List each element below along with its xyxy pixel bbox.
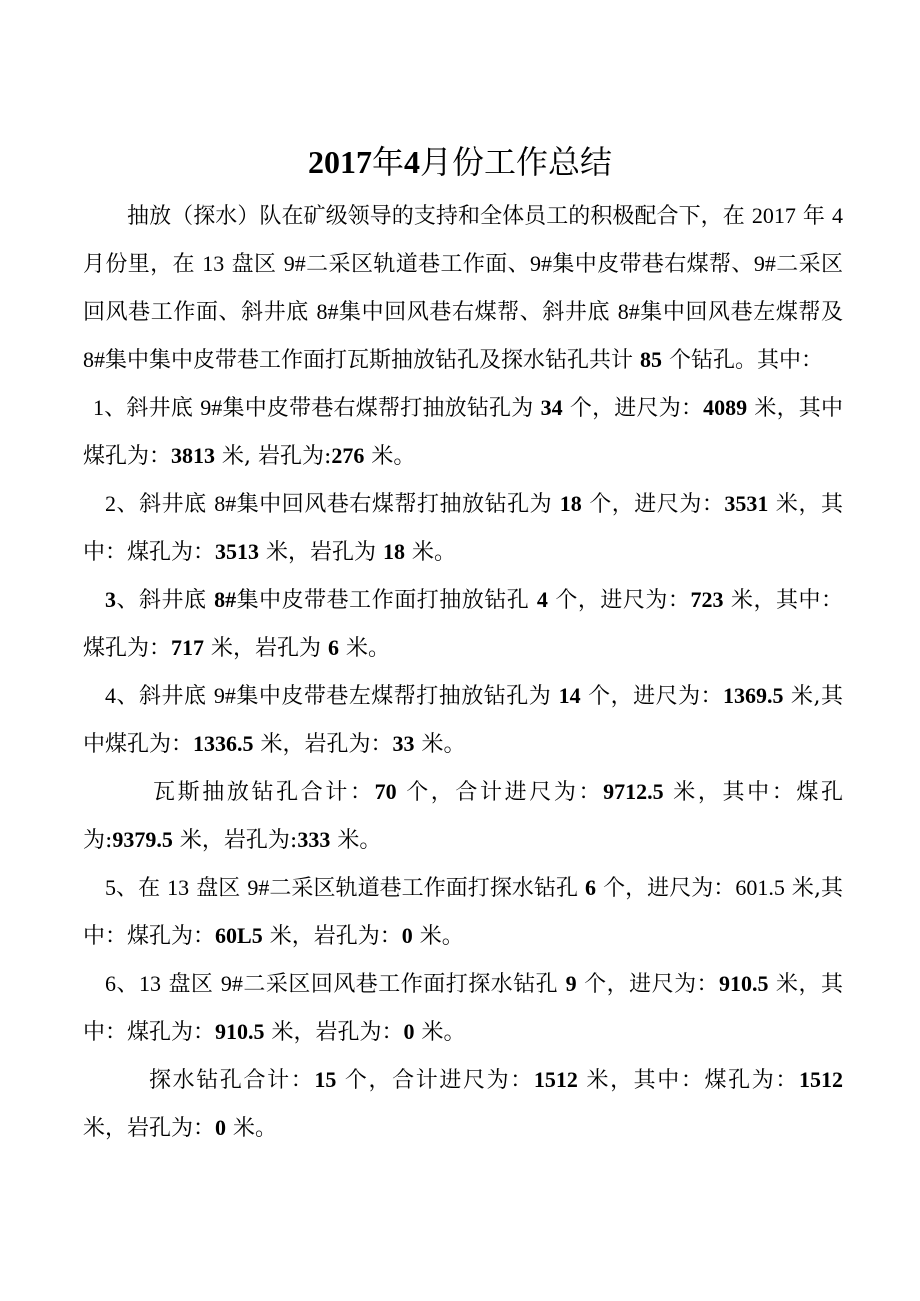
text-run: 盘区: [160, 972, 221, 997]
text-run: 、: [116, 972, 139, 997]
text-run: 米,其中：煤孔为：: [83, 876, 843, 949]
text-run: 二采区回风巷工作面打探水钻孔: [242, 972, 566, 997]
text-run: 个，合计进尺为：: [336, 1068, 534, 1093]
figure: 8#: [316, 299, 339, 324]
bold-figure: 4089: [703, 395, 748, 420]
bold-figure: 0: [215, 1115, 227, 1140]
bold-figure: 276: [331, 443, 365, 468]
text-run: 米。: [339, 636, 391, 661]
bold-figure: 70: [374, 779, 397, 804]
bold-figure: 14: [558, 683, 581, 708]
text-run: 、斜井底: [104, 396, 201, 421]
text-run: 年: [795, 204, 832, 229]
text-run: 月份里，在: [83, 252, 203, 277]
figure: 5: [105, 875, 116, 900]
figure: 9#: [753, 251, 776, 276]
figure: 9#: [200, 395, 223, 420]
text-run: 米，岩孔为：: [253, 732, 393, 757]
bold-figure: 3: [105, 587, 116, 612]
item-3-paragraph: [83, 576, 843, 672]
bold-figure: 18: [383, 539, 406, 564]
bold-figure: 4: [536, 587, 548, 612]
figure: 9#: [220, 971, 243, 996]
bold-figure: 723: [690, 587, 724, 612]
text-run: 米。: [364, 444, 416, 469]
bold-figure: 0: [401, 923, 413, 948]
bold-figure: 18: [559, 491, 582, 516]
text-run: 米，其中煤孔为：: [83, 396, 843, 469]
text-run: 米。: [405, 540, 457, 565]
figure: 13: [202, 251, 225, 276]
text-run: 米，其中：煤孔为:: [83, 780, 843, 853]
text-run: 集中回风巷右煤帮、斜井底: [338, 300, 618, 325]
figure: 2017: [751, 203, 796, 228]
figure: 601.5: [735, 875, 785, 900]
text-run: 个钻孔。其中：: [662, 348, 823, 373]
item-1-paragraph: [83, 384, 843, 480]
text-run: 个，进尺为：: [580, 684, 724, 709]
intro-paragraph: [83, 192, 843, 384]
bold-figure: 85: [640, 347, 662, 372]
gas-drainage-total-paragraph: [83, 768, 843, 864]
figure: 1: [93, 395, 104, 420]
figure: 8#: [214, 491, 237, 516]
bold-figure: 1336.5: [193, 731, 254, 756]
bold-figure: 8#: [214, 587, 237, 612]
bold-figure: 333: [297, 827, 331, 852]
figure: 4: [832, 203, 843, 228]
bold-figure: 3813: [171, 443, 216, 468]
text-run: 米,其中煤孔为：: [83, 684, 843, 757]
bold-figure: 9: [565, 971, 577, 996]
bold-figure: 6: [328, 635, 340, 660]
bold-figure: 1369.5: [723, 683, 784, 708]
text-run: 二采区轨道巷工作面、: [305, 252, 530, 277]
bold-figure: 6: [585, 875, 597, 900]
text-run: 二采区回风巷工作面、斜井底: [83, 252, 843, 325]
text-run: 米。: [414, 1020, 466, 1045]
text-run: 米，岩孔为:: [172, 828, 298, 853]
text-run: 米，其中：煤孔为：: [83, 492, 843, 565]
text-run: 盘区: [224, 252, 284, 277]
figure: 4: [105, 683, 116, 708]
figure: 9#: [213, 683, 236, 708]
text-run: 个，进尺为：: [596, 876, 736, 901]
text-run: 、在: [116, 876, 168, 901]
text-run: 米，岩孔为: [259, 540, 384, 565]
text-run: 米，岩孔为：: [262, 924, 402, 949]
bold-figure: 60L5: [215, 923, 263, 948]
text-run: 个，进尺为：: [581, 492, 725, 517]
figure: 13: [138, 971, 161, 996]
document-body: [83, 192, 843, 1152]
text-run: 米，岩孔为: [204, 636, 329, 661]
text-run: 米。: [414, 732, 466, 757]
text-run: 集中回风巷左煤帮及: [639, 300, 843, 325]
bold-figure: 717: [171, 635, 205, 660]
item-4-paragraph: [83, 672, 843, 768]
figure: 9#: [530, 251, 552, 276]
title-year-unit: 年: [371, 143, 404, 181]
text-run: 米。: [330, 828, 382, 853]
item-5-paragraph: [83, 864, 843, 960]
bold-figure: 34: [540, 395, 563, 420]
bold-figure: 33: [392, 731, 415, 756]
text-run: 米。: [226, 1116, 278, 1141]
text-run: 、斜井底: [116, 588, 215, 613]
figure: 8#: [83, 347, 105, 372]
figure: 6: [105, 971, 116, 996]
text-run: 米，其中：煤孔为：: [577, 1068, 799, 1093]
bold-figure: 9379.5: [112, 827, 173, 852]
text-run: 集中皮带巷右煤帮打抽放钻孔为: [222, 396, 541, 421]
text-run: 、斜井底: [116, 492, 215, 517]
item-6-paragraph: [83, 960, 843, 1056]
text-run: 集中回风巷右煤帮打抽放钻孔为: [236, 492, 560, 517]
figure: 8#: [617, 299, 640, 324]
text-run: 个，进尺为：: [562, 396, 704, 421]
text-run: 个，进尺为：: [547, 588, 691, 613]
title-rest: 月份工作总结: [420, 143, 613, 181]
bold-figure: 910.5: [719, 971, 769, 996]
text-run: 抽放（探水）队在矿级领导的支持和全体员工的积极配合下，在: [127, 204, 752, 229]
text-run: 米, 岩孔为:: [215, 444, 332, 469]
item-2-paragraph: [83, 480, 843, 576]
text-run: 集中皮带巷右煤帮、: [552, 252, 754, 277]
text-run: 米，岩孔为：: [264, 1020, 404, 1045]
text-run: 集中皮带巷工作面打抽放钻孔: [236, 588, 537, 613]
bold-figure: 3513: [215, 539, 260, 564]
bold-figure: 9712.5: [603, 779, 664, 804]
text-run: 探水钻孔合计：: [149, 1068, 315, 1093]
bold-figure: 1512: [799, 1067, 843, 1092]
text-run: 集中皮带巷左煤帮打抽放钻孔为: [235, 684, 559, 709]
figure: 13: [167, 875, 190, 900]
water-exploration-total-paragraph: [83, 1056, 843, 1152]
text-run: 米，岩孔为：: [83, 1116, 216, 1141]
text-run: 个，合计进尺为：: [396, 780, 604, 805]
text-run: 盘区: [189, 876, 248, 901]
text-run: 米。: [412, 924, 464, 949]
text-run: 瓦斯抽放钻孔合计：: [153, 780, 375, 805]
text-run: 二采区轨道巷工作面打探水钻孔: [269, 876, 586, 901]
figure: 2: [105, 491, 116, 516]
text-run: 个，进尺为：: [576, 972, 720, 997]
figure: 9#: [283, 251, 306, 276]
bold-figure: 3531: [724, 491, 769, 516]
bold-figure: 910.5: [215, 1019, 265, 1044]
bold-figure: 1512: [533, 1067, 578, 1092]
title-year: 2017: [307, 144, 372, 180]
document-title: [0, 140, 920, 184]
title-month: 4: [404, 144, 420, 180]
text-run: 、斜井底: [116, 684, 214, 709]
bold-figure: 15: [314, 1067, 337, 1092]
text-run: 米，其中：煤孔为：: [83, 588, 844, 661]
bold-figure: 0: [403, 1019, 415, 1044]
figure: 9#: [247, 875, 270, 900]
text-run: 米，其中：煤孔为：: [83, 972, 843, 1045]
text-run: 集中集中皮带巷工作面打瓦斯抽放钻孔及探水钻孔共计: [105, 348, 640, 373]
